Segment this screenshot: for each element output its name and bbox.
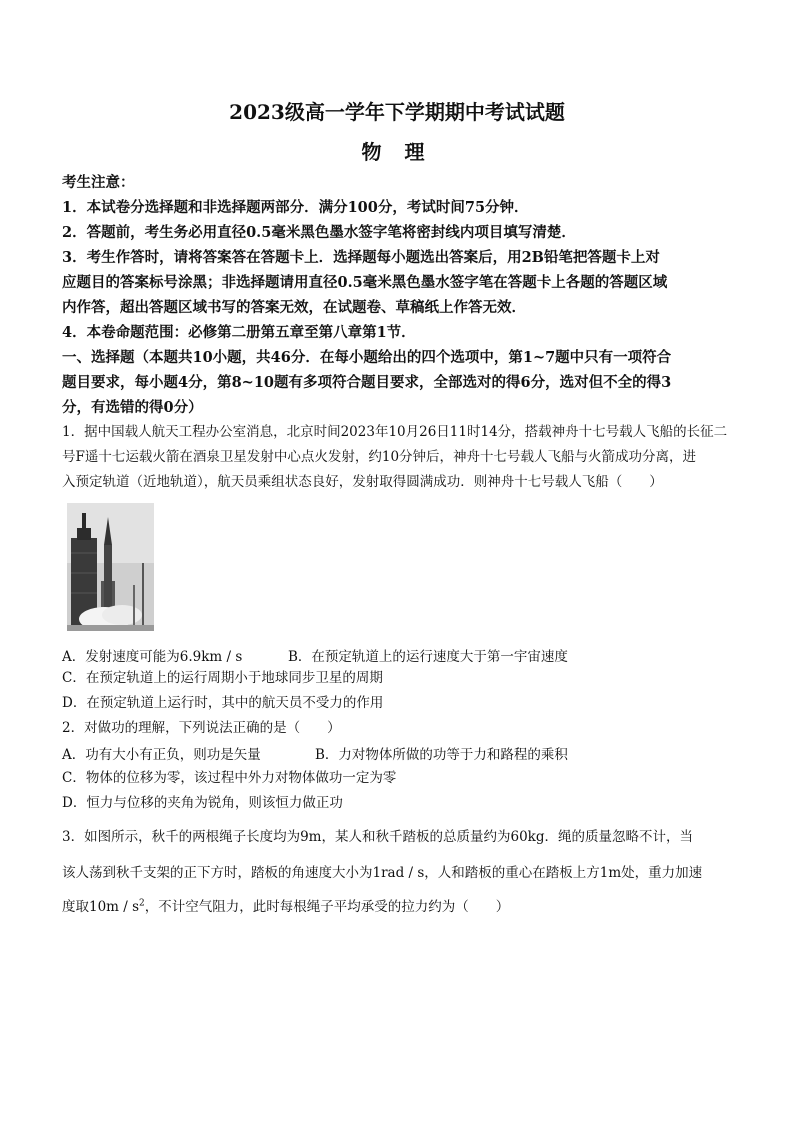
question-3-stem [62, 895, 742, 915]
question-2-stem: 2．对做功的理解，下列说法正确的是（ ） [62, 720, 341, 736]
question-1-stem: 1．据中国载人航天工程办公室消息，北京时间2023年10月26日11时14分，搭载神舟十七号载人飞船的长征二 [62, 424, 728, 440]
question-3-stem-part: ，不计空气阻力，此时每根绳子平均承受的拉力约为（ ） [144, 899, 510, 915]
section-heading: 一、选择题（本题共10小题，共46分．在每小题给出的四个选项中，第1~7题中只有一项符合 [62, 349, 672, 366]
notice-item: 1．本试卷分选择题和非选择题两部分．满分100分，考试时间75分钟． [62, 199, 529, 216]
question-2-option-a: A．功有大小有正负，则功是矢量 [62, 747, 261, 763]
subject-title: 物 理 [361, 140, 433, 164]
notice-item: 4．本卷命题范围：必修第二册第五章至第八章第1节． [62, 324, 416, 341]
question-1-option-d: D．在预定轨道上运行时，其中的航天员不受力的作用 [62, 695, 384, 711]
notice-heading: 考生注意： [62, 174, 135, 191]
exponent: 2 [139, 898, 145, 909]
question-3-stem-part: 度取10m / s [62, 899, 140, 915]
notice-item: 3．考生作答时，请将答案答在答题卡上．选择题每小题选出答案后，用2B铅笔把答题卡上对 [62, 249, 660, 266]
question-1-stem: 号F遥十七运载火箭在酒泉卫星发射中心点火发射，约10分钟后，神舟十七号载人飞船与火箭成功分离，进 [62, 449, 697, 465]
rocket-launch-photo [67, 503, 154, 631]
notice-item: 内作答，超出答题区域书写的答案无效，在试题卷、草稿纸上作答无效． [62, 299, 526, 316]
question-3-stem: 3．如图所示，秋千的两根绳子长度均为9m，某人和秋千踏板的总质量约为60kg．绳的质量忽略不计，当 [62, 829, 693, 845]
question-3-stem: 该人荡到秋千支架的正下方时，踏板的角速度大小为1rad / s，人和踏板的重心在踏板上方1m处，重力加速 [62, 865, 703, 881]
question-2-option-c: C．物体的位移为零，该过程中外力对物体做功一定为零 [62, 770, 397, 786]
section-heading: 题目要求，每小题4分，第8~10题有多项符合题目要求，全部选对的得6分，选对但不全的得3 [62, 374, 672, 391]
rocket-launch-illustration [67, 503, 154, 631]
question-2-option-b: B．力对物体所做的功等于力和路程的乘积 [315, 747, 568, 763]
question-1-option-c: C．在预定轨道上的运行周期小于地球同步卫星的周期 [62, 670, 383, 686]
question-1-stem: 入预定轨道（近地轨道），航天员乘组状态良好，发射取得圆满成功．则神舟十七号载人飞船（ ） [62, 474, 663, 490]
question-2-option-d: D．恒力与位移的夹角为锐角，则该恒力做正功 [62, 795, 343, 811]
question-1-option-a: A．发射速度可能为6.9km / s [62, 649, 243, 665]
section-heading: 分，有选错的得0分） [62, 399, 203, 416]
notice-item: 应题目的答案标号涂黑；非选择题请用直径0.5毫米黑色墨水签字笔在答题卡上各题的答题区域 [62, 274, 668, 291]
notice-item: 2．答题前，考生务必用直径0.5毫米黑色墨水签字笔将密封线内项目填写清楚． [62, 224, 576, 241]
question-1-option-b: B．在预定轨道上的运行速度大于第一宇宙速度 [288, 649, 568, 665]
exam-title: 2023级高一学年下学期期中考试试题 [229, 100, 565, 124]
